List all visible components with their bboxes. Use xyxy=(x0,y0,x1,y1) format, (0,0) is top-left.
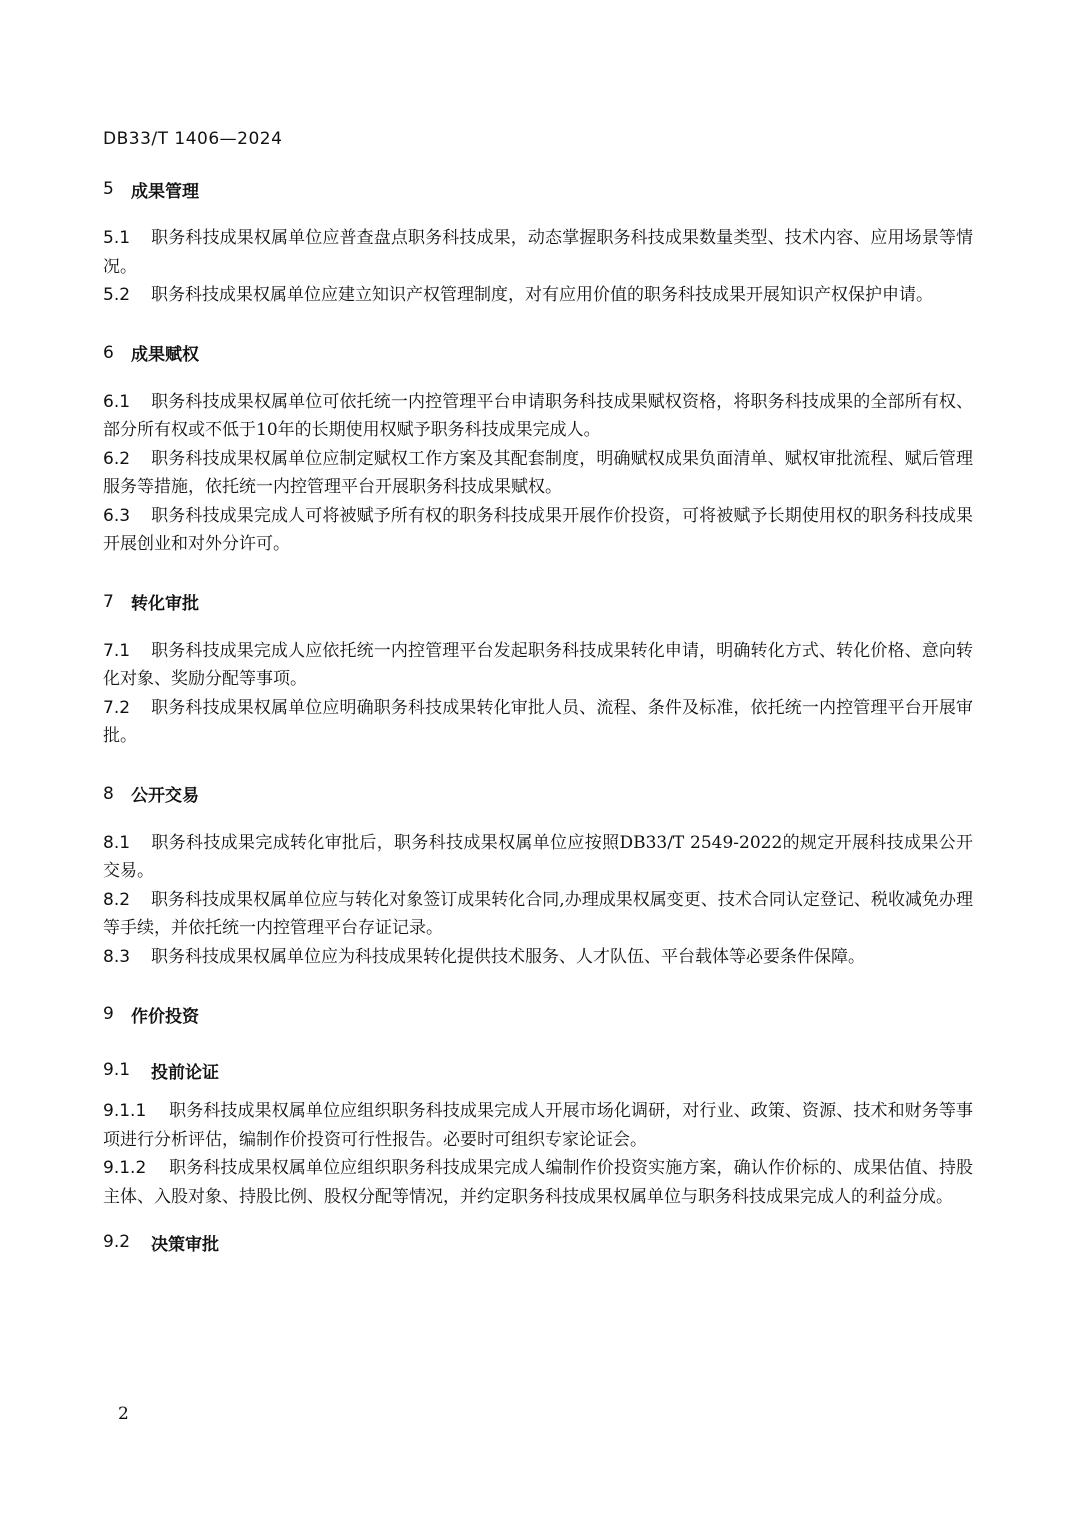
section-number: 7 xyxy=(103,591,114,612)
clause-number: 8.3 xyxy=(103,946,131,967)
clause xyxy=(103,886,973,943)
clause xyxy=(103,502,973,559)
clause xyxy=(103,281,973,310)
document-body xyxy=(103,176,973,1255)
clause-number: 6.3 xyxy=(103,505,131,526)
document-code: DB33/T 1406—2024 xyxy=(103,129,283,149)
clause-text: 职务科技成果权属单位应组织职务科技成果完成人编制作价投资实施方案，确认作价标的、成果估值、持股主体、入股对象、持股比例、股权分配等情况，并约定职务科技成果权属单位与职务科技成果完成人的利益分成。 xyxy=(103,1158,973,1207)
subsection-number: 9.1 xyxy=(103,1060,131,1080)
clause-text: 职务科技成果权属单位应组织职务科技成果完成人开展市场化调研，对行业、政策、资源、技术和财务等事项进行分析评估，编制作价投资可行性报告。必要时可组织专家论证会。 xyxy=(103,1101,973,1150)
clause-number: 5.2 xyxy=(103,285,131,305)
section-number: 9 xyxy=(103,1004,114,1024)
clause-number: 7.1 xyxy=(103,640,131,661)
section-number: 6 xyxy=(103,342,114,363)
subsection-heading xyxy=(103,1229,973,1255)
section-title: 作价投资 xyxy=(131,1006,199,1027)
clause-number: 9.1.2 xyxy=(103,1158,147,1178)
clause-number: 9.1.1 xyxy=(103,1101,147,1121)
clause-number: 7.2 xyxy=(103,697,131,718)
clause xyxy=(103,943,973,972)
subsection-number: 9.2 xyxy=(103,1232,131,1252)
clause-text: 职务科技成果权属单位应为科技成果转化提供技术服务、人才队伍、平台载体等必要条件保障。 xyxy=(151,946,865,967)
subsection-title: 决策审批 xyxy=(151,1234,219,1255)
section-heading xyxy=(103,340,973,366)
clause xyxy=(103,224,973,281)
clause-text: 职务科技成果完成转化审批后，职务科技成果权属单位应按照DB33/T 2549-2022的规定开展科技成果公开交易。 xyxy=(103,832,973,881)
subsection-title: 投前论证 xyxy=(151,1062,219,1083)
clause-number: 8.2 xyxy=(103,889,131,910)
clause xyxy=(103,694,973,751)
clause-text: 职务科技成果权属单位应明确职务科技成果转化审批人员、流程、条件及标准，依托统一内控管理平台开展审批。 xyxy=(103,697,973,746)
clause xyxy=(103,388,973,445)
clause-text: 职务科技成果权属单位应普查盘点职务科技成果，动态掌握职务科技成果数量类型、技术内容、应用场景等情况。 xyxy=(103,228,973,277)
clause-number: 5.1 xyxy=(103,228,131,248)
clause-number: 6.1 xyxy=(103,391,131,412)
section-heading xyxy=(103,781,973,807)
section-title: 转化审批 xyxy=(131,594,199,614)
section-title: 公开交易 xyxy=(131,786,199,806)
clause-text: 职务科技成果权属单位应与转化对象签订成果转化合同,办理成果权属变更、技术合同认定登记、税收减免办理等手续，并依托统一内控管理平台存证记录。 xyxy=(103,889,973,938)
section-number: 5 xyxy=(103,179,114,199)
section-heading xyxy=(103,176,973,202)
subsection-heading xyxy=(103,1057,973,1083)
clause xyxy=(103,1097,973,1154)
clause xyxy=(103,637,973,694)
section-heading xyxy=(103,589,973,615)
section-title: 成果管理 xyxy=(131,181,199,202)
section-heading xyxy=(103,1001,973,1027)
clause xyxy=(103,829,973,886)
clause-text: 职务科技成果权属单位可依托统一内控管理平台申请职务科技成果赋权资格，将职务科技成果的全部所有权、部分所有权或不低于10年的长期使用权赋予职务科技成果完成人。 xyxy=(103,391,973,440)
clause-number: 6.2 xyxy=(103,448,131,469)
page-number: 2 xyxy=(118,1404,129,1424)
clause-text: 职务科技成果完成人应依托统一内控管理平台发起职务科技成果转化申请，明确转化方式、转化价格、意向转化对象、奖励分配等事项。 xyxy=(103,640,973,689)
clause xyxy=(103,445,973,502)
section-title: 成果赋权 xyxy=(131,345,199,365)
clause xyxy=(103,1154,973,1211)
clause-text: 职务科技成果权属单位应建立知识产权管理制度，对有应用价值的职务科技成果开展知识产权保护申请。 xyxy=(151,285,933,305)
clause-number: 8.1 xyxy=(103,832,131,853)
clause-text: 职务科技成果权属单位应制定赋权工作方案及其配套制度，明确赋权成果负面清单、赋权审批流程、赋后管理服务等措施，依托统一内控管理平台开展职务科技成果赋权。 xyxy=(103,448,973,497)
section-number: 8 xyxy=(103,783,114,804)
clause-text: 职务科技成果完成人可将被赋予所有权的职务科技成果开展作价投资，可将被赋予长期使用权的职务科技成果开展创业和对外分许可。 xyxy=(103,505,973,554)
